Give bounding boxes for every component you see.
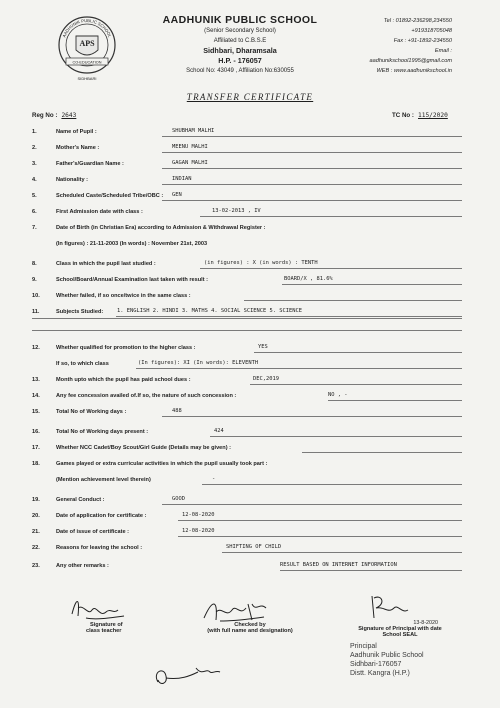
- field-underline: [222, 552, 462, 553]
- field-underline: [178, 536, 462, 537]
- field-number: 18.: [32, 461, 40, 467]
- field-underline: [250, 384, 462, 385]
- field-underline: [200, 268, 462, 269]
- field-number: 21.: [32, 529, 40, 535]
- field-label: School/Board/Annual Examination last taken with result :: [56, 277, 208, 283]
- principal-caption: [338, 620, 462, 638]
- field-label: Whether NCC Cadet/Boy Scout/Girl Guide (Details may be given) :: [56, 445, 231, 451]
- school-logo: [56, 14, 118, 84]
- email-label: Email :: [434, 48, 452, 54]
- field-value: GAGAN MALHI: [172, 160, 208, 166]
- field-underline: [202, 484, 462, 485]
- field-label: Any fee concession availed of.If so, the nature of such concession :: [56, 393, 237, 399]
- field-row: [32, 174, 472, 186]
- field-value: 12-08-2020: [182, 512, 215, 518]
- checked-line-2: (with full name and designation): [207, 628, 293, 634]
- fax: Fax : +91-1892-234550: [393, 38, 452, 44]
- field-value: BOARD/X , 81.6%: [284, 276, 333, 282]
- field-number: 23.: [32, 563, 40, 569]
- web: WEB : www.aadhunikschool.in: [376, 68, 452, 74]
- stamp-line-4: Distt. Kangra (H.P.): [350, 670, 410, 677]
- reg-label: Reg No :: [32, 112, 58, 119]
- field-label: Father's/Guardian Name :: [56, 161, 124, 167]
- field-underline: [200, 216, 462, 217]
- field-underline: [162, 136, 462, 137]
- field-label: Reasons for leaving the school :: [56, 545, 143, 551]
- field-label: (Mention achievement level therein): [56, 477, 151, 483]
- stamp-line-1: Principal: [350, 643, 377, 650]
- field-number: 16.: [32, 429, 40, 435]
- field-row: [32, 542, 472, 554]
- field-underline: [210, 436, 462, 437]
- field-value: 13-02-2013 , IV: [212, 208, 261, 214]
- logo-banner-text: CO-EDUCATION: [72, 60, 102, 65]
- field-row: [32, 390, 472, 402]
- field-number: 12.: [32, 345, 40, 351]
- field-number: 5.: [32, 193, 37, 199]
- field-label: Games played or extra curricular activities in which the pupil usually took part :: [56, 461, 268, 467]
- field-row: [32, 158, 472, 170]
- field-row: [32, 126, 472, 138]
- field-row: [32, 458, 472, 470]
- field-value: SHUBHAM MALHI: [172, 128, 215, 134]
- principal-signature: [366, 592, 416, 622]
- field-underline: [116, 316, 462, 317]
- field-number: 17.: [32, 445, 40, 451]
- school-type: (Senior Secondary School): [204, 28, 276, 34]
- certificate-title: TRANSFER CERTIFICATE: [186, 92, 314, 102]
- bottom-signature: [150, 662, 230, 690]
- field-number: 8.: [32, 261, 37, 267]
- email: aadhunikschool1995@gmail.com: [369, 58, 452, 64]
- field-value: 424: [214, 428, 224, 434]
- field-value: GEN: [172, 192, 182, 198]
- field-number: 19.: [32, 497, 40, 503]
- field-row: [32, 560, 472, 572]
- class-teacher-caption: [72, 622, 152, 634]
- logo-bottom-text: SIDHBARI: [77, 76, 97, 81]
- field-number: 6.: [32, 209, 37, 215]
- field-underline: [162, 168, 462, 169]
- school-address-2: H.P. - 176057: [218, 56, 262, 65]
- field-value: YES: [258, 344, 268, 350]
- field-value: (in figures) : X (in words) : TENTH: [204, 260, 318, 266]
- field-value: SHIFTING OF CHILD: [226, 544, 282, 550]
- field-value: DEC,2019: [253, 376, 279, 382]
- field-value: 488: [172, 408, 182, 414]
- phone-2: +919318705048: [411, 28, 452, 34]
- principal-line-2: School SEAL: [382, 632, 418, 638]
- field-number: 15.: [32, 409, 40, 415]
- field-row: [32, 510, 472, 522]
- field-number: 1.: [32, 129, 37, 135]
- field-row: [32, 206, 472, 218]
- field-number: 11.: [32, 309, 40, 315]
- field-label: Whether failed, if so once/twice in the same class :: [56, 293, 191, 299]
- field-number: 20.: [32, 513, 40, 519]
- principal-date: 13-8-2020: [413, 620, 438, 626]
- field-row: [32, 374, 472, 386]
- field-row: [32, 474, 472, 486]
- class-teacher-line-2: class teacher: [86, 628, 122, 634]
- field-row: [32, 494, 472, 506]
- field-number: 9.: [32, 277, 37, 283]
- tc-value: 115/2020: [418, 112, 448, 119]
- school-affiliation: Affiliated to C.B.S.E: [213, 38, 267, 44]
- field-row: [32, 290, 472, 302]
- checked-line-1: Checked by: [234, 622, 266, 628]
- tc-number: [392, 112, 448, 119]
- field-value: INDIAN: [172, 176, 192, 182]
- field-label: General Conduct :: [56, 497, 105, 503]
- field-row: [32, 190, 472, 202]
- school-name: AADHUNIK PUBLIC SCHOOL: [162, 14, 318, 26]
- field-row: [32, 274, 472, 286]
- field-label: Nationality :: [56, 177, 89, 183]
- field-underline: [178, 520, 462, 521]
- school-number: School No: 43049 , Affiliation No:630055: [186, 68, 294, 74]
- field-label: Whether qualified for promotion to the higher class :: [56, 345, 196, 351]
- field-label: Date of Birth (in Christian Era) according to Admission & Withdrawal Register :: [56, 225, 266, 231]
- reg-value: 2643: [61, 112, 77, 119]
- stamp-line-3: Sidhbari-176057: [350, 661, 402, 668]
- field-row: [32, 426, 472, 438]
- field-underline: [254, 352, 462, 353]
- field-value: 1. ENGLISH 2. HINDI 3. MATHS 4. SOCIAL SCIENCE 5. SCIENCE: [117, 308, 302, 314]
- field-label: Subjects Studied:: [56, 309, 104, 315]
- field-label: Scheduled Caste/Scheduled Tribe/OBC :: [56, 193, 164, 199]
- field-value: NO , -: [328, 392, 348, 398]
- field-row: [32, 222, 472, 234]
- class-teacher-line-1: Signature of: [90, 622, 123, 628]
- field-label: Class in which the pupil last studied :: [56, 261, 156, 267]
- reg-number: [32, 112, 76, 119]
- field-value: MEENU MALHI: [172, 144, 208, 150]
- principal-stamp: [350, 642, 424, 678]
- field-label: Name of Pupil :: [56, 129, 97, 135]
- field-label: Mother's Name :: [56, 145, 100, 151]
- field-underline: [162, 200, 462, 201]
- field-underline: [280, 570, 462, 571]
- field-label: Any other remarks :: [56, 563, 109, 569]
- field-value: -: [212, 476, 216, 482]
- field-label: (In figures) : 21-11-2003 (In words) : November 21st, 2003: [56, 241, 208, 247]
- field-underline: [244, 300, 462, 301]
- class-teacher-signature: [66, 594, 136, 624]
- contact-info: [302, 16, 452, 76]
- field-row: [32, 358, 472, 370]
- field-row: [32, 306, 472, 318]
- field-row: [32, 142, 472, 154]
- field-underline: [302, 452, 462, 453]
- field-label: Date of application for certificate :: [56, 513, 147, 519]
- field-value: GOOD: [172, 496, 185, 502]
- field-row: [32, 442, 472, 454]
- field-value: 12-08-2020: [182, 528, 215, 534]
- field-underline: [162, 416, 462, 417]
- field-label: Total No of Working days :: [56, 409, 127, 415]
- field-row: [32, 342, 472, 354]
- field-label: If so, to which class: [56, 361, 109, 367]
- field-row: [32, 406, 472, 418]
- checked-by-signature: [200, 594, 280, 624]
- field-number: 10.: [32, 293, 40, 299]
- school-address-1: Sidhbari, Dharamsala: [203, 46, 277, 55]
- field-label: Month upto which the pupil has paid school dues :: [56, 377, 191, 383]
- field-number: 22.: [32, 545, 40, 551]
- field-label: First Admission date with class :: [56, 209, 143, 215]
- principal-line-1: Signature of Principal with date: [358, 626, 442, 632]
- checked-by-caption: [190, 622, 310, 634]
- logo-center-text: APS: [79, 39, 95, 48]
- field-number: 13.: [32, 377, 40, 383]
- field-row: [32, 258, 472, 270]
- field-label: Total No of Working days present :: [56, 429, 149, 435]
- field-underline: [162, 184, 462, 185]
- field-value: (In figures): XI (In words): ELEVENTH: [138, 360, 259, 366]
- field-number: 7.: [32, 225, 37, 231]
- field-underline: [282, 284, 462, 285]
- blank-ruled-line: [32, 330, 462, 331]
- field-number: 2.: [32, 145, 37, 151]
- field-underline: [162, 504, 462, 505]
- field-number: 14.: [32, 393, 40, 399]
- stamp-line-2: Aadhunik Public School: [350, 652, 424, 659]
- field-underline: [328, 400, 462, 401]
- tel: Tel : 01892-236298,234550: [383, 18, 452, 24]
- field-number: 3.: [32, 161, 37, 167]
- field-value: RESULT BASED ON INTERNET INFORMATION: [280, 562, 397, 568]
- field-underline: [162, 152, 462, 153]
- field-row: [32, 238, 472, 250]
- tc-label: TC No :: [392, 112, 414, 119]
- field-underline: [136, 368, 462, 369]
- field-label: Date of issue of certificate :: [56, 529, 130, 535]
- field-row: [32, 526, 472, 538]
- blank-ruled-line: [32, 318, 462, 319]
- field-number: 4.: [32, 177, 37, 183]
- logo-top-text: AADHUNIK PUBLIC SCHOOL: [61, 17, 113, 39]
